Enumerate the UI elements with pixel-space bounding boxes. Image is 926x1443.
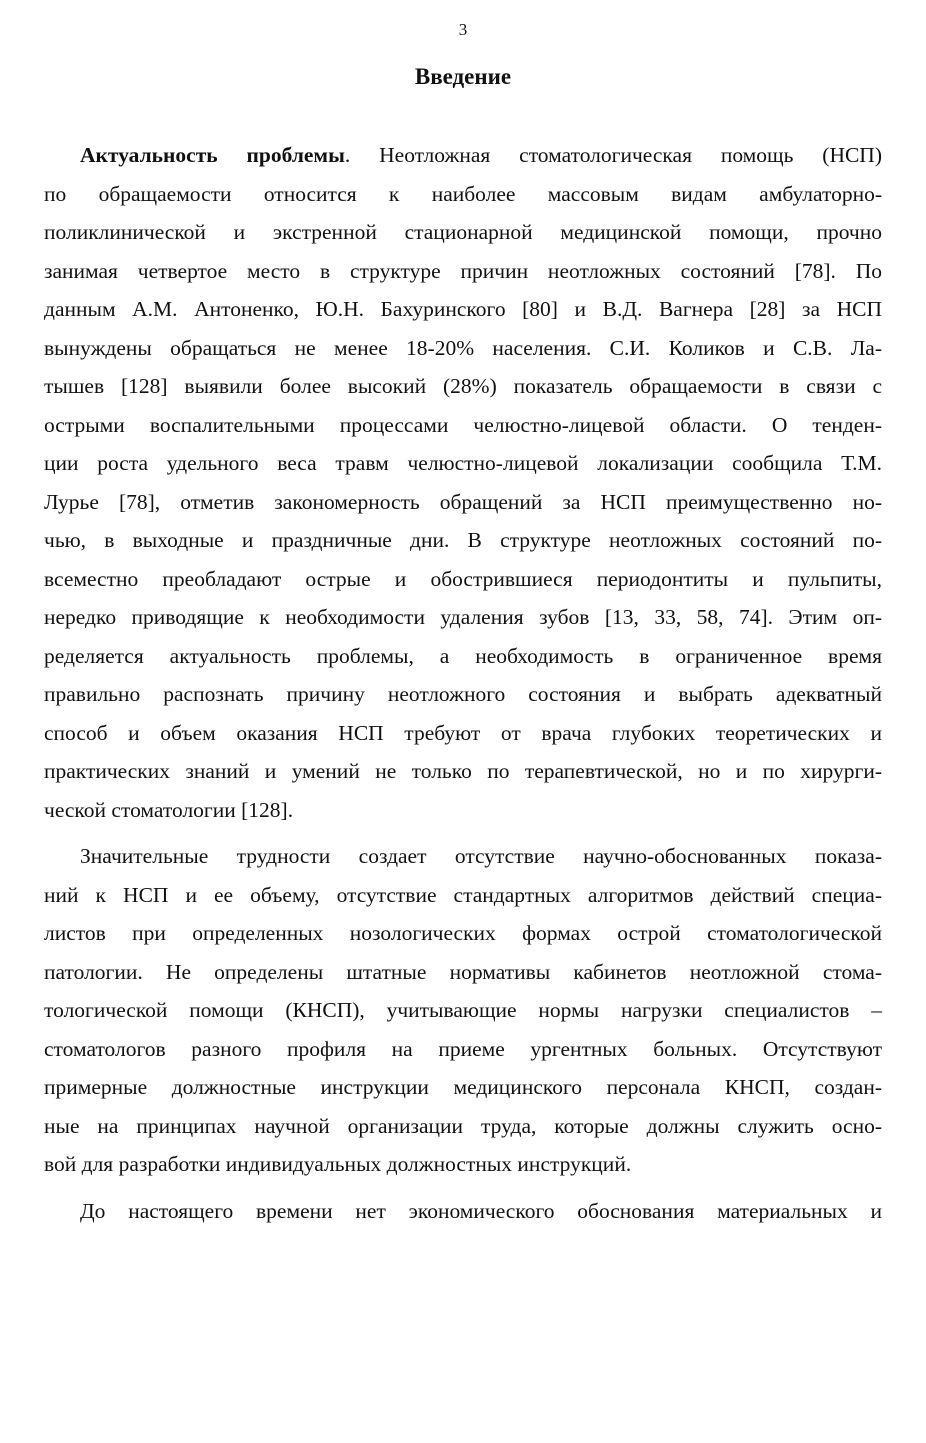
text-line: по обращаемости относится к наиболее массовым видам амбулаторно- xyxy=(44,181,882,206)
page-number: 3 xyxy=(458,20,468,39)
text-line: Лурье [78], отметив закономерность обращений за НСП преимущественно но- xyxy=(44,489,882,514)
text-line: способ и объем оказания НСП требуют от врача глубоких теоретических и xyxy=(44,720,882,745)
text-line: тышев [128] выявили более высокий (28%) показатель обращаемости в связи с xyxy=(44,374,882,398)
text-line: острыми воспалительными процессами челюстно-лицевой области. О тенден- xyxy=(44,412,882,437)
text-line: патологии. Не определены штатные нормативы кабинетов неотложной стома- xyxy=(44,959,882,984)
text-line: чью, в выходные и праздничные дни. В структуре неотложных состояний по- xyxy=(44,528,882,552)
paragraph-lead: Актуальность проблемы xyxy=(80,143,345,167)
text-line: Значительные трудности создает отсутствие научно-обоснованных показа- xyxy=(80,844,882,868)
text-line xyxy=(44,136,882,175)
text-line: нередко приводящие к необходимости удаления зубов [13, 33, 58, 74]. Этим оп- xyxy=(44,605,882,629)
text-line: ции роста удельного веса травм челюстно-лицевой локализации сообщила Т.М. xyxy=(44,451,882,475)
text-line: поликлинической и экстренной стационарной медицинской помощи, прочно xyxy=(44,220,882,244)
text-line: ные на принципах научной организации труда, которые должны служить осно- xyxy=(44,1113,882,1138)
text-line: данным А.М. Антоненко, Ю.Н. Бахуринского [80] и В.Д. Вагнера [28] за НСП xyxy=(44,297,882,321)
text-line: всеместно преобладают острые и обострившиеся периодонтиты и пульпиты, xyxy=(44,566,882,591)
text-line: листов при определенных нозологических формах острой стоматологической xyxy=(44,921,882,945)
text-line: ний к НСП и ее объему, отсутствие стандартных алгоритмов действий специа- xyxy=(44,882,882,907)
body-text xyxy=(44,136,882,1230)
text-line: практических знаний и умений не только по терапевтической, но и по хирурги- xyxy=(44,759,882,783)
text-line: ределяется актуальность проблемы, а необходимость в ограниченное время xyxy=(44,643,882,668)
text-line: вой для разработки индивидуальных должностных инструкций. xyxy=(44,1152,632,1176)
text-line: примерные должностные инструкции медицинского персонала КНСП, создан- xyxy=(44,1075,882,1099)
text-line: стоматологов разного профиля на приеме ургентных больных. Отсутствуют xyxy=(44,1036,882,1061)
line-text: . Неотложная стоматологическая помощь (НСП) xyxy=(344,143,882,167)
text-line: вынуждены обращаться не менее 18-20% населения. С.И. Коликов и С.В. Ла- xyxy=(44,335,882,360)
text-line: ческой стоматологии [128]. xyxy=(44,797,294,822)
text-line: До настоящего времени нет экономического обоснования материальных и xyxy=(80,1198,882,1223)
text-line: занимая четвертое место в структуре причин неотложных состояний [78]. По xyxy=(44,258,882,283)
text-line: тологической помощи (КНСП), учитывающие нормы нагрузки специалистов – xyxy=(44,998,882,1022)
section-title: Введение xyxy=(414,64,512,89)
text-line: правильно распознать причину неотложного состояния и выбрать адекватный xyxy=(44,682,882,706)
